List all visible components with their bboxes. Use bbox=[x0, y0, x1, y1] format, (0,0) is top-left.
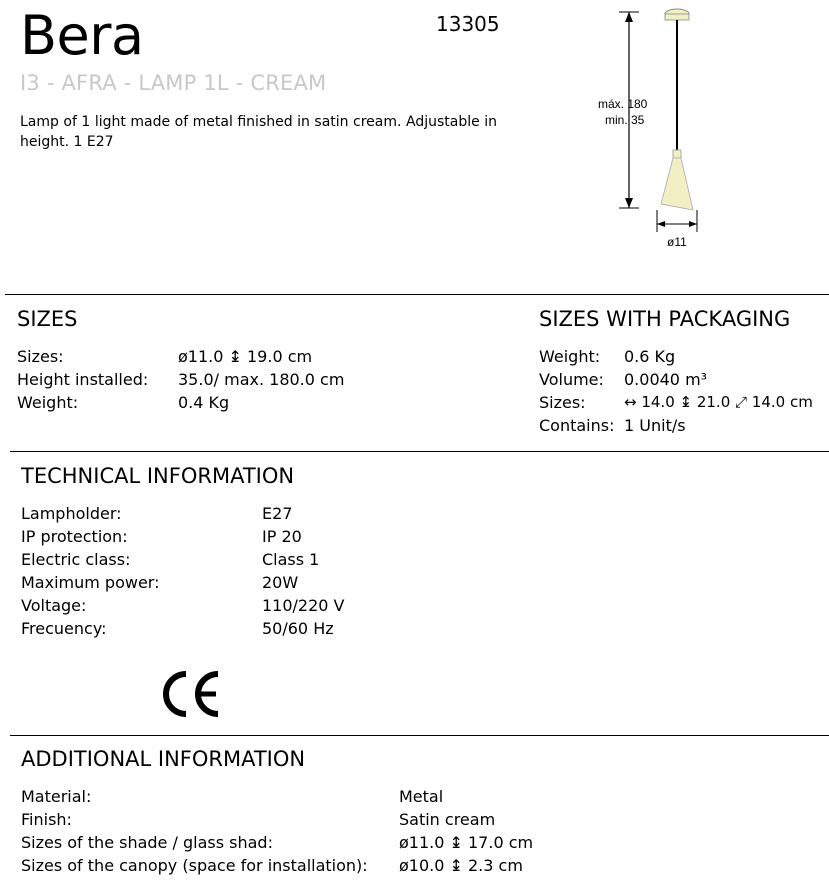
row-label: Material: bbox=[21, 787, 92, 806]
lamp-drawing bbox=[585, 0, 745, 260]
row-value: IP 20 bbox=[262, 527, 302, 546]
row-label: Frecuency: bbox=[21, 619, 107, 638]
additional-title: ADDITIONAL INFORMATION bbox=[21, 747, 306, 771]
row-label: Voltage: bbox=[21, 596, 87, 615]
list-item bbox=[21, 785, 581, 808]
row-value: ø10.0 ↨ 2.3 cm bbox=[399, 856, 523, 875]
list-item bbox=[21, 808, 581, 831]
row-value: Satin cream bbox=[399, 810, 496, 829]
product-description: Lamp of 1 light made of metal finished in satin cream. Adjustable in height. 1 E27 bbox=[20, 114, 497, 150]
row-label: Sizes: bbox=[17, 347, 64, 366]
min-height-label: min. 35 bbox=[605, 113, 645, 127]
row-value: ↔ 14.0 ↨ 21.0 ⤢ 14.0 cm bbox=[624, 393, 813, 411]
max-height-label: máx. 180 bbox=[598, 97, 648, 111]
diameter-label: ø11 bbox=[667, 235, 687, 249]
list-item bbox=[21, 594, 441, 617]
row-value: ø11.0 ↨ 17.0 cm bbox=[399, 833, 534, 852]
row-label: Weight: bbox=[17, 393, 79, 412]
row-value: 20W bbox=[262, 573, 299, 592]
row-label: Weight: bbox=[539, 347, 601, 366]
list-item bbox=[21, 571, 441, 594]
list-item bbox=[539, 414, 824, 437]
ce-mark-icon bbox=[158, 668, 224, 720]
list-item bbox=[17, 368, 437, 391]
sizes-title: SIZES bbox=[17, 307, 78, 331]
row-label: Sizes: bbox=[539, 393, 586, 412]
row-label: IP protection: bbox=[21, 527, 128, 546]
list-item bbox=[539, 391, 824, 414]
list-item bbox=[21, 617, 441, 640]
row-label: Lampholder: bbox=[21, 504, 122, 523]
row-label: Sizes of the canopy (space for installation): bbox=[21, 856, 368, 875]
row-label: Contains: bbox=[539, 416, 615, 435]
row-value: 110/220 V bbox=[262, 596, 345, 615]
row-value: E27 bbox=[262, 504, 293, 523]
list-item bbox=[21, 525, 441, 548]
divider bbox=[5, 294, 829, 295]
product-title: Bera bbox=[20, 4, 144, 67]
divider bbox=[10, 735, 829, 736]
list-item bbox=[17, 391, 437, 414]
divider bbox=[10, 451, 829, 452]
row-value: 0.6 Kg bbox=[624, 347, 676, 366]
list-item bbox=[539, 345, 824, 368]
product-subtitle: I3 - AFRA - LAMP 1L - CREAM bbox=[20, 71, 327, 95]
technical-title: TECHNICAL INFORMATION bbox=[21, 464, 295, 488]
packaging-title: SIZES WITH PACKAGING bbox=[539, 307, 791, 331]
row-value: ø11.0 ↨ 19.0 cm bbox=[178, 347, 313, 366]
product-code: 13305 bbox=[436, 12, 500, 36]
row-label: Electric class: bbox=[21, 550, 131, 569]
row-label: Height installed: bbox=[17, 370, 149, 389]
list-item bbox=[17, 345, 437, 368]
row-label: Sizes of the shade / glass shad: bbox=[21, 833, 273, 852]
row-value: 0.0040 m³ bbox=[624, 370, 708, 389]
row-value: Metal bbox=[399, 787, 444, 806]
row-value: 0.4 Kg bbox=[178, 393, 230, 412]
row-label: Finish: bbox=[21, 810, 72, 829]
list-item bbox=[21, 831, 581, 854]
row-label: Maximum power: bbox=[21, 573, 160, 592]
row-value: 50/60 Hz bbox=[262, 619, 334, 638]
list-item bbox=[539, 368, 824, 391]
list-item bbox=[21, 854, 581, 877]
list-item bbox=[21, 548, 441, 571]
row-label: Volume: bbox=[539, 370, 604, 389]
row-value: Class 1 bbox=[262, 550, 320, 569]
row-value: 1 Unit/s bbox=[624, 416, 686, 435]
row-value: 35.0/ max. 180.0 cm bbox=[178, 370, 345, 389]
list-item bbox=[21, 502, 441, 525]
